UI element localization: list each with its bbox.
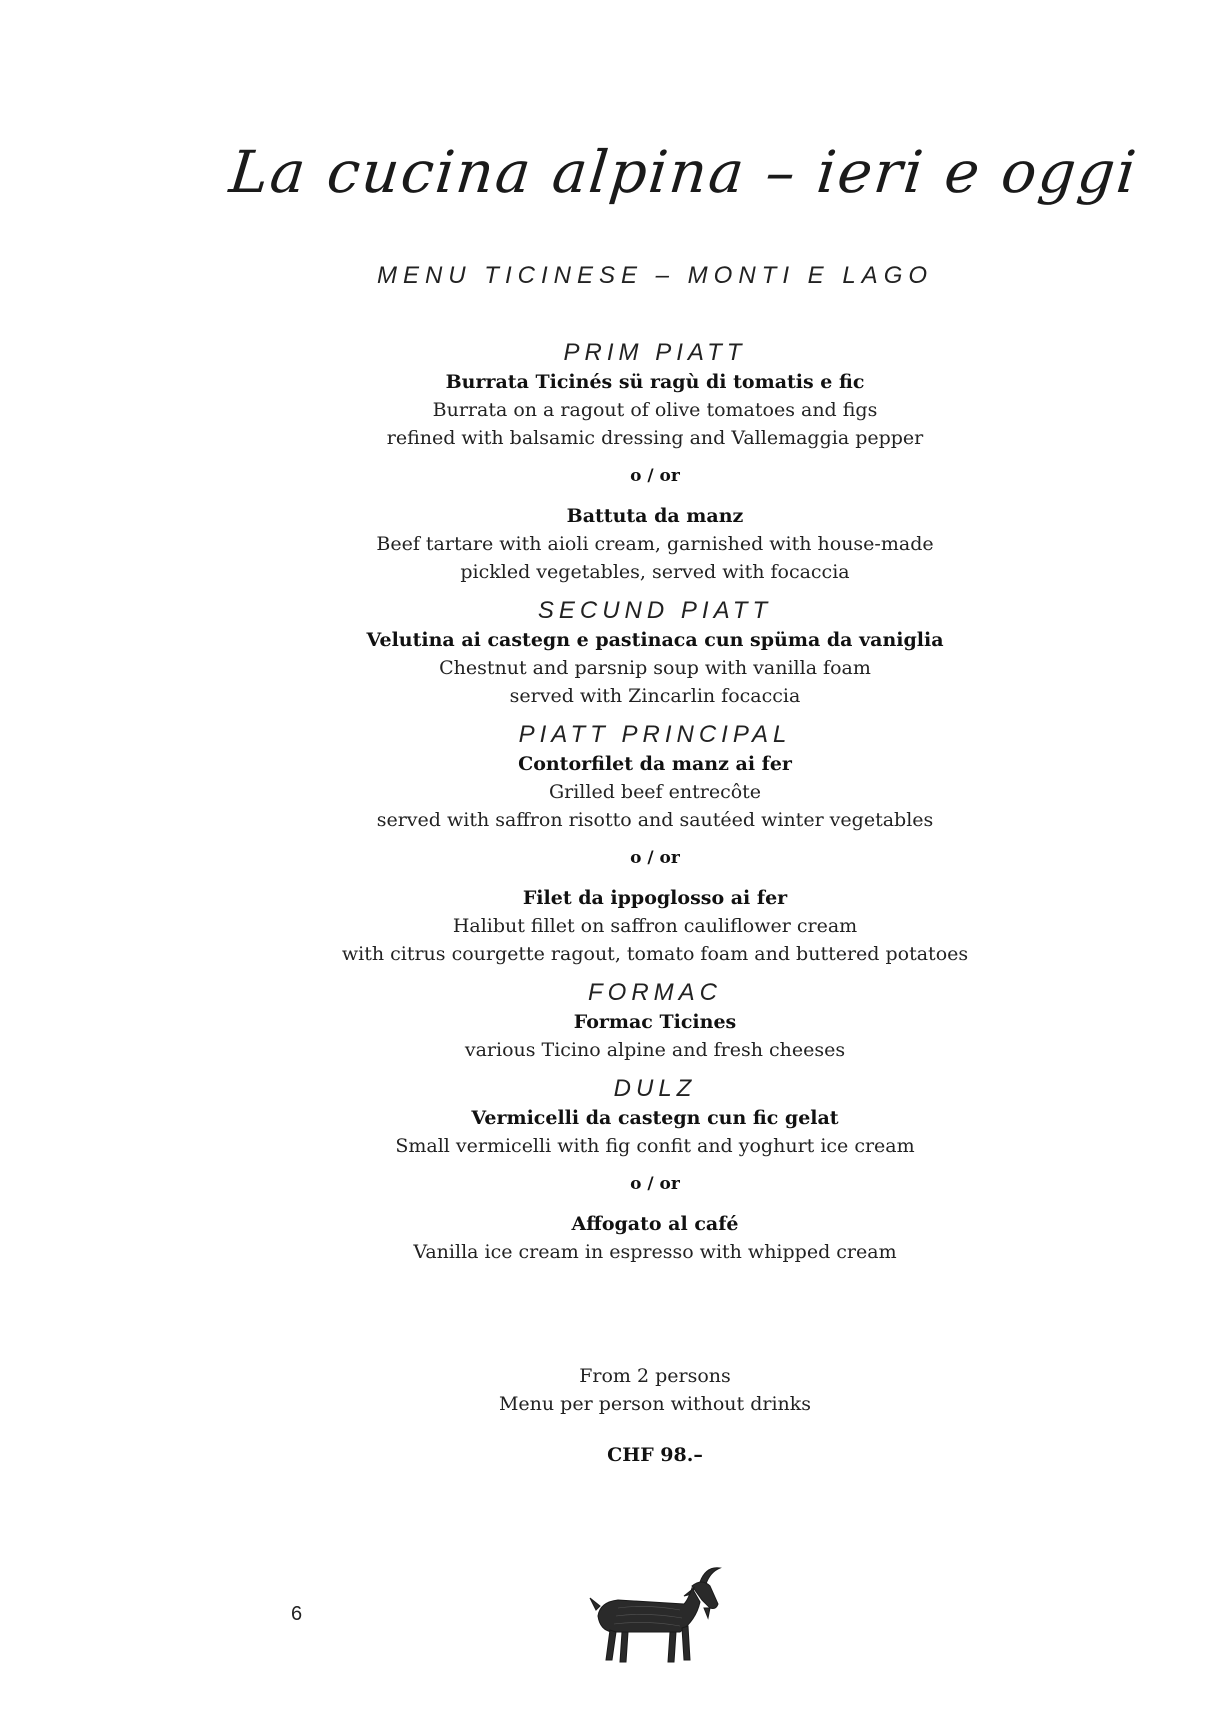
course-heading: PIATT PRINCIPAL xyxy=(518,721,792,748)
or-separator: o / or xyxy=(630,1174,680,1194)
dish-description: Vanilla ice cream in espresso with whipped cream xyxy=(413,1241,897,1263)
course-heading: DULZ xyxy=(613,1075,697,1102)
dish-name: Burrata Ticinés sü ragù di tomatis e fic xyxy=(445,371,865,393)
course-heading: SECUND PIATT xyxy=(537,597,773,624)
goat-icon xyxy=(588,1560,728,1670)
course-formac xyxy=(0,978,1222,1064)
page-number: 6 xyxy=(291,1603,303,1625)
course-prim-piatt xyxy=(0,338,1222,586)
dish-description: Burrata on a ragout of olive tomatoes and figs xyxy=(432,399,878,421)
dish-description: served with saffron risotto and sautéed winter vegetables xyxy=(376,809,934,831)
course-piatt-principal xyxy=(0,720,1222,968)
dish-description: Beef tartare with aioli cream, garnished with house-made xyxy=(376,533,934,555)
dish-description: Halibut fillet on saffron cauliflower cream xyxy=(452,915,858,937)
dish-name: Affogato al café xyxy=(571,1213,739,1235)
dish-description: Grilled beef entrecôte xyxy=(548,781,762,803)
dish-name: Formac Ticines xyxy=(573,1011,737,1033)
course-dulz xyxy=(0,1074,1222,1266)
dish-name: Contorfilet da manz ai fer xyxy=(518,753,792,775)
footer-persons: From 2 persons xyxy=(579,1365,731,1387)
page-title: La cucina alpina – ieri e oggi xyxy=(226,138,1142,206)
course-heading: PRIM PIATT xyxy=(563,339,747,366)
dish-description: Small vermicelli with fig confit and yoghurt ice cream xyxy=(395,1135,915,1157)
menu-body xyxy=(0,338,1222,1266)
dish-description: various Ticino alpine and fresh cheeses xyxy=(464,1039,846,1061)
menu-price: CHF 98.– xyxy=(607,1444,703,1466)
or-separator: o / or xyxy=(630,848,680,868)
course-secund-piatt xyxy=(0,596,1222,710)
dish-name: Battuta da manz xyxy=(566,505,744,527)
dish-name: Velutina ai castegn e pastinaca cun spüma da vaniglia xyxy=(366,629,944,651)
course-heading: FORMAC xyxy=(588,979,722,1006)
dish-description: with citrus courgette ragout, tomato foam and buttered potatoes xyxy=(341,943,969,965)
dish-name: Vermicelli da castegn cun fic gelat xyxy=(471,1107,839,1129)
dish-description: refined with balsamic dressing and Vallemaggia pepper xyxy=(386,427,924,449)
menu-subtitle: MENU TICINESE – MONTI E LAGO xyxy=(376,262,934,289)
or-separator: o / or xyxy=(630,466,680,486)
dish-description: served with Zincarlin focaccia xyxy=(509,685,801,707)
footer-note: Menu per person without drinks xyxy=(498,1393,812,1415)
dish-name: Filet da ippoglosso ai fer xyxy=(522,887,788,909)
menu-footer xyxy=(0,1362,1222,1466)
dish-description: pickled vegetables, served with focaccia xyxy=(460,561,850,583)
dish-description: Chestnut and parsnip soup with vanilla foam xyxy=(439,657,871,679)
